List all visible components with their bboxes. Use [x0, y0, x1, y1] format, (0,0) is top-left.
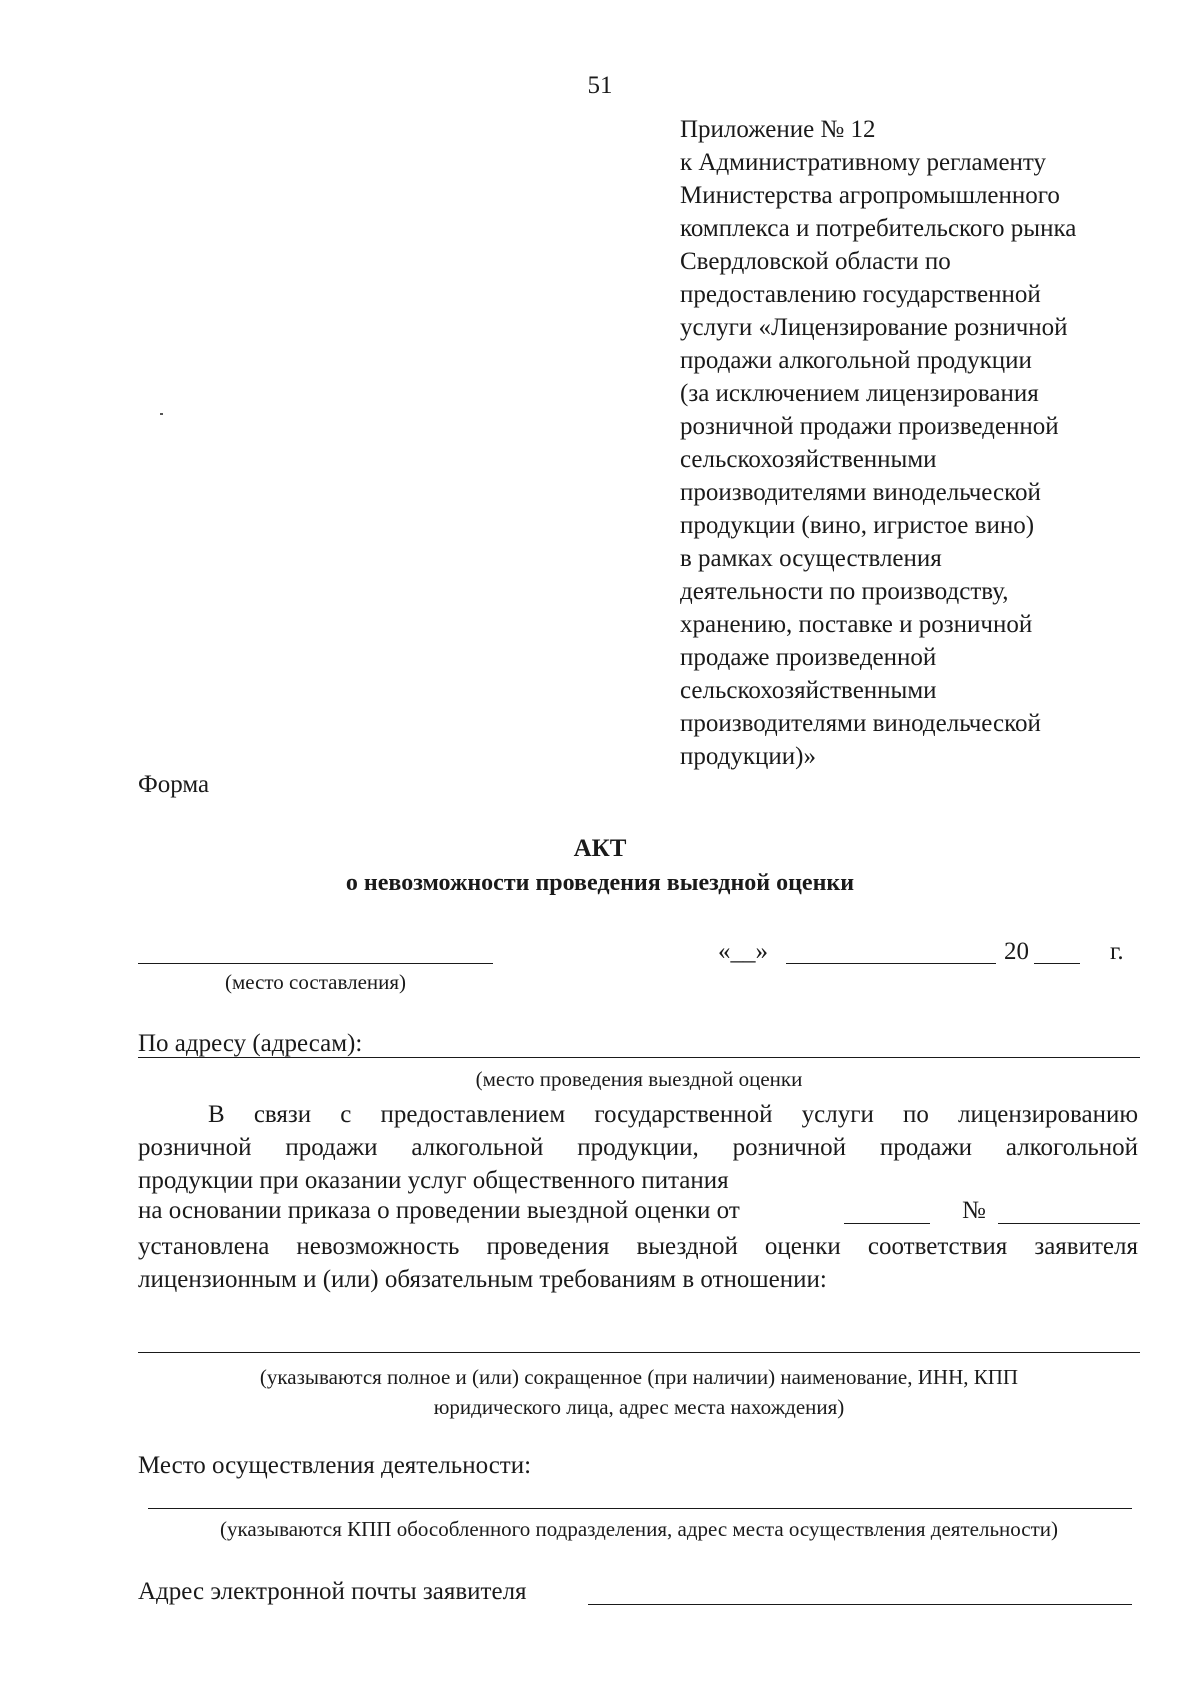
appendix-line: услуги «Лицензирование розничной: [680, 314, 1068, 341]
appendix-line: производителями винодельческой: [680, 710, 1041, 737]
activity-field-line[interactable]: [148, 1508, 1132, 1509]
appendix-header: [680, 113, 1140, 773]
appendix-line: (за исключением лицензирования: [680, 380, 1039, 407]
appendix-line: продукции (вино, игристое вино): [680, 512, 1035, 539]
appendix-line: сельскохозяйственными: [680, 446, 937, 473]
order-number-sign: №: [962, 1197, 986, 1224]
document-title: АКТ: [573, 835, 627, 862]
form-label: Форма: [138, 771, 210, 798]
entity-field-line[interactable]: [138, 1352, 1140, 1353]
appendix-line: к Административному регламенту: [680, 149, 1047, 176]
address-caption: (место проведения выездной оценки: [475, 1067, 803, 1091]
email-field-line[interactable]: [588, 1604, 1132, 1605]
address-label: По адресу (адресам):: [138, 1030, 363, 1057]
order-date-line[interactable]: [844, 1223, 930, 1224]
result-line: установлена невозможность проведения выездной оценки соответствия заявителя: [138, 1233, 1138, 1260]
appendix-line: сельскохозяйственными: [680, 677, 937, 704]
appendix-line: в рамках осуществления: [680, 545, 942, 572]
appendix-line: производителями винодельческой: [680, 479, 1041, 506]
appendix-line: предоставлению государственной: [680, 281, 1041, 308]
appendix-line: комплекса и потребительского рынка: [680, 215, 1077, 242]
appendix-line: продукции)»: [680, 743, 816, 770]
appendix-line: розничной продажи произведенной: [680, 413, 1059, 440]
order-prefix: на основании приказа о проведении выездной оценки от: [138, 1197, 740, 1224]
main-paragraph: [138, 1098, 1138, 1197]
activity-label: Место осуществления деятельности:: [138, 1452, 532, 1479]
place-caption: (место составления): [224, 970, 407, 994]
appendix-line: Свердловской области по: [680, 248, 951, 275]
entity-caption-line: (указываются полное и (или) сокращенное (при наличии) наименование, ИНН, КПП: [259, 1365, 1019, 1389]
activity-caption: (указываются КПП обособленного подразделения, адрес места осуществления деятельности): [219, 1517, 1059, 1541]
date-month-line[interactable]: [786, 963, 996, 964]
appendix-line: Министерства агропромышленного: [680, 182, 1060, 209]
page-number: 51: [587, 72, 613, 99]
date-year-line[interactable]: [1034, 963, 1080, 964]
result-paragraph: [138, 1230, 1138, 1296]
scan-mark: [160, 413, 163, 415]
date-year-suffix: г.: [1110, 938, 1124, 965]
appendix-line: хранению, поставке и розничной: [680, 611, 1033, 638]
place-field-line[interactable]: [138, 963, 493, 964]
entity-caption-line: юридического лица, адрес места нахождения): [433, 1395, 845, 1419]
appendix-line: продаже произведенной: [680, 644, 937, 671]
document-subtitle: о невозможности проведения выездной оценки: [345, 870, 855, 896]
paragraph-line: В связи с предоставлением государственной услуги по лицензированию: [208, 1101, 1138, 1128]
paragraph-line: продукции при оказании услуг общественного питания: [138, 1167, 729, 1194]
appendix-line: продажи алкогольной продукции: [680, 347, 1032, 374]
appendix-line: деятельности по производству,: [680, 578, 1009, 605]
address-field-line[interactable]: [138, 1057, 1140, 1058]
entity-caption: [138, 1362, 1140, 1422]
order-number-line[interactable]: [998, 1223, 1140, 1224]
appendix-line: Приложение № 12: [680, 116, 876, 143]
paragraph-line: розничной продажи алкогольной продукции, розничной продажи алкогольной: [138, 1134, 1138, 1161]
date-day-field[interactable]: «__»: [718, 938, 768, 965]
email-label: Адрес электронной почты заявителя: [138, 1578, 527, 1605]
date-year-prefix: 20: [1004, 938, 1029, 965]
result-line: лицензионным и (или) обязательным требованиям в отношении:: [138, 1266, 827, 1293]
